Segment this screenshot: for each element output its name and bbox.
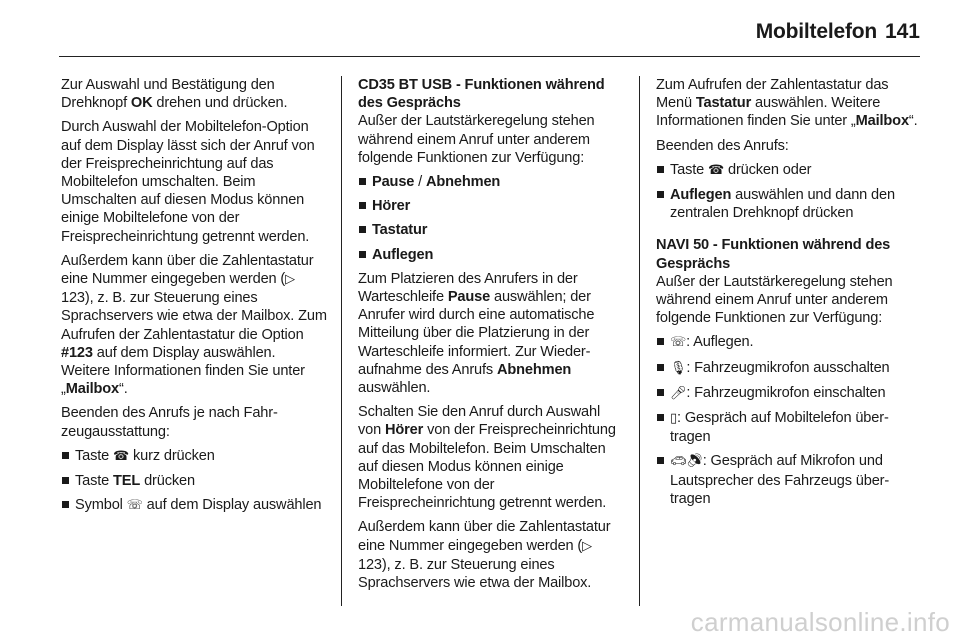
list-item: Taste TEL drücken [61, 472, 327, 490]
paragraph: Außerdem kann über die Zahlentastatur eine Nummer eingegeben werden (▷ 123), z. B. zur Steuerung eines Sprachservers wie etwa der Mailbox. [358, 519, 611, 592]
column-3 [656, 76, 922, 514]
phone-key-icon: ☎︎ [708, 162, 725, 178]
list-item: Taste ☎︎ kurz drücken [61, 447, 327, 466]
page-title: Mobiltelefon [755, 20, 877, 43]
paragraph: Außer der Lautstärkeregelung stehen während einem Anruf unter anderem folgende Funktionen zur Verfügung: [656, 273, 893, 327]
paragraph: Schalten Sie den Anruf durch Auswahl von Hörer von der Freisprecheinrichtung auf das Mobiltelefon. Beim Umschalten auf diesen Modus können einige Mobiltelefone von der Freisprecheinrichtung getrennt werden. [358, 404, 616, 512]
header-divider [59, 56, 920, 57]
mobile-phone-transfer-icon: ▯ [670, 411, 678, 427]
list-item: Auflegen auswählen und dann den zentralen Drehknopf drücken [656, 186, 922, 222]
paragraph: Durch Auswahl der Mobiltelefon-Option auf dem Display lässt sich der Anruf von der Freisprecheinrichtung auf das Mobiltelefon umschalten. Beim Umschalten auf diesen Modus können einige Mobiltelefone von der Freisprecheinrichtung getrennt werden. [61, 119, 315, 245]
list-item: ▯: Gespräch auf Mobiltelefon übertragen [656, 409, 922, 446]
list-item: Pause / Abnehmen [358, 173, 624, 191]
list-item: Tastatur [358, 221, 624, 239]
paragraph: Beenden des Anrufs je nach Fahrzeugausstattung: [61, 405, 278, 440]
paragraph: Beenden des Anrufs: [656, 137, 789, 154]
page-reference-arrow-icon: ▷ [285, 272, 295, 288]
section-heading: CD35 BT USB - Funktionen während des Gesprächs [358, 77, 605, 112]
bullet-list [656, 161, 922, 223]
watermark: carmanualsonline.info [690, 607, 950, 637]
list-item: ☏: Auflegen. [656, 333, 922, 352]
paragraph: Außerdem kann über die Zahlentastatur eine Nummer eingegeben werden (▷ 123), z. B. zur Steuerung eines Sprachservers wie etwa der Mailbox. Zum Aufrufen der Zahlentastatur die Option #123 auf dem Display auswählen. Weitere Informationen finden Sie unter „Mailbox“. [61, 252, 327, 398]
page-reference-arrow-icon: ▷ [582, 538, 592, 554]
section-heading: NAVI 50 - Funktionen während des Gesprächs [656, 237, 891, 272]
list-item: Taste ☎︎ drücken oder [656, 161, 922, 180]
hang-up-icon: ☏ [670, 335, 687, 351]
paragraph: Zum Aufrufen der Zahlentastatur das Menü Tastatur auswählen. Weitere Informationen finden Sie unter „Mailbox“. [656, 77, 918, 130]
column-divider-1 [341, 76, 342, 606]
column-2 [358, 76, 624, 598]
list-item: Symbol ☏ auf dem Display auswählen [61, 496, 327, 515]
page-reference[interactable]: 123 [358, 556, 382, 573]
paragraph: Zum Platzieren des Anrufers in der Warteschleife Pause auswählen; der Anrufer wird durch eine automatische Mitteilung über die Platzierung in der Warteschleife informiert. Zur Wiederaufnahme des Anrufs Abnehmen auswählen. [358, 270, 595, 397]
page-number: 141 [884, 20, 920, 43]
list-item: 🎙︎: Fahrzeugmikrofon ausschalten [656, 359, 922, 378]
list-item: Auflegen [358, 246, 624, 264]
paragraph: Außer der Lautstärkeregelung stehen während einem Anruf unter anderem folgende Funktionen zur Verfügung: [358, 113, 595, 166]
microphone-on-icon: 🎤︎ [670, 385, 687, 401]
bullet-list [358, 173, 624, 264]
column-divider-2 [639, 76, 640, 606]
column-1 [61, 76, 327, 521]
list-item: Hörer [358, 197, 624, 215]
phone-key-icon: ☎︎ [113, 448, 130, 464]
list-item: 🎤︎: Fahrzeugmikrofon einschalten [656, 384, 922, 403]
bullet-list [656, 333, 922, 508]
list-item: 🚗︎🔊︎: Gespräch auf Mikrofon und Lautsprecher des Fahrzeugs übertragen [656, 452, 922, 508]
paragraph: Zur Auswahl und Bestätigung den Drehknopf OK drehen und drücken. [61, 77, 288, 112]
hang-up-icon: ☏ [126, 498, 143, 514]
page-reference[interactable]: 123 [61, 290, 85, 307]
car-speaker-icon: 🚗︎🔊︎ [670, 454, 703, 470]
microphone-off-icon: 🎙︎ [670, 360, 687, 376]
bullet-list [61, 447, 327, 516]
